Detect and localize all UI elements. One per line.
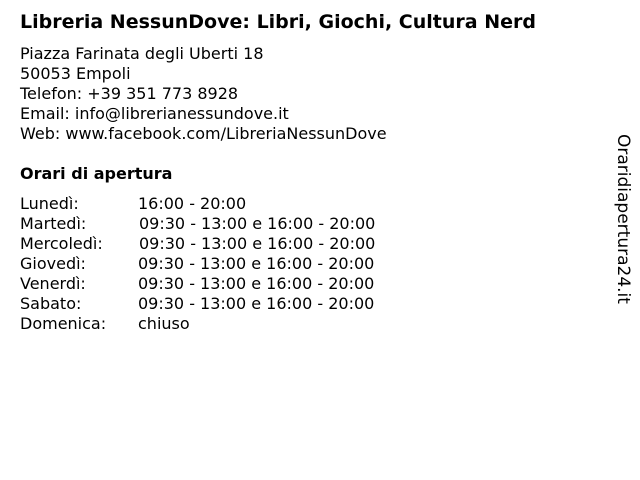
website-link: Web: www.facebook.com/LibreriaNessunDove (20, 124, 387, 143)
day-label: Giovedì: (20, 254, 86, 273)
address-street: Piazza Farinata degli Uberti 18 (20, 44, 264, 63)
phone-number: Telefon: +39 351 773 8928 (20, 84, 239, 103)
day-hours: 09:30 - 13:00 e 16:00 - 20:00 (138, 274, 375, 293)
contact-info (20, 44, 387, 144)
day-label: Mercoledì: (20, 234, 103, 253)
day-label: Venerdì: (20, 274, 86, 293)
email-address: Email: info@librerianessundove.it (20, 104, 289, 123)
day-hours: 09:30 - 13:00 e 16:00 - 20:00 (138, 294, 375, 313)
day-label: Martedì: (20, 214, 87, 233)
day-hours: chiuso (138, 314, 190, 333)
day-label: Domenica: (20, 314, 107, 333)
site-watermark (612, 134, 634, 309)
day-label: Lunedì: (20, 194, 79, 213)
day-hours: 16:00 - 20:00 (138, 194, 247, 213)
day-hours: 09:30 - 13:00 e 16:00 - 20:00 (139, 234, 376, 253)
opening-hours-heading: Orari di apertura (20, 164, 173, 183)
site-watermark-text: Oraridiapertura24.it (613, 134, 633, 304)
day-label: Sabato: (20, 294, 82, 313)
address-city: 50053 Empoli (20, 64, 131, 83)
day-hours: 09:30 - 13:00 e 16:00 - 20:00 (138, 254, 375, 273)
day-hours: 09:30 - 13:00 e 16:00 - 20:00 (139, 214, 376, 233)
page-title: Libreria NessunDove: Libri, Giochi, Cultura Nerd (20, 11, 536, 33)
